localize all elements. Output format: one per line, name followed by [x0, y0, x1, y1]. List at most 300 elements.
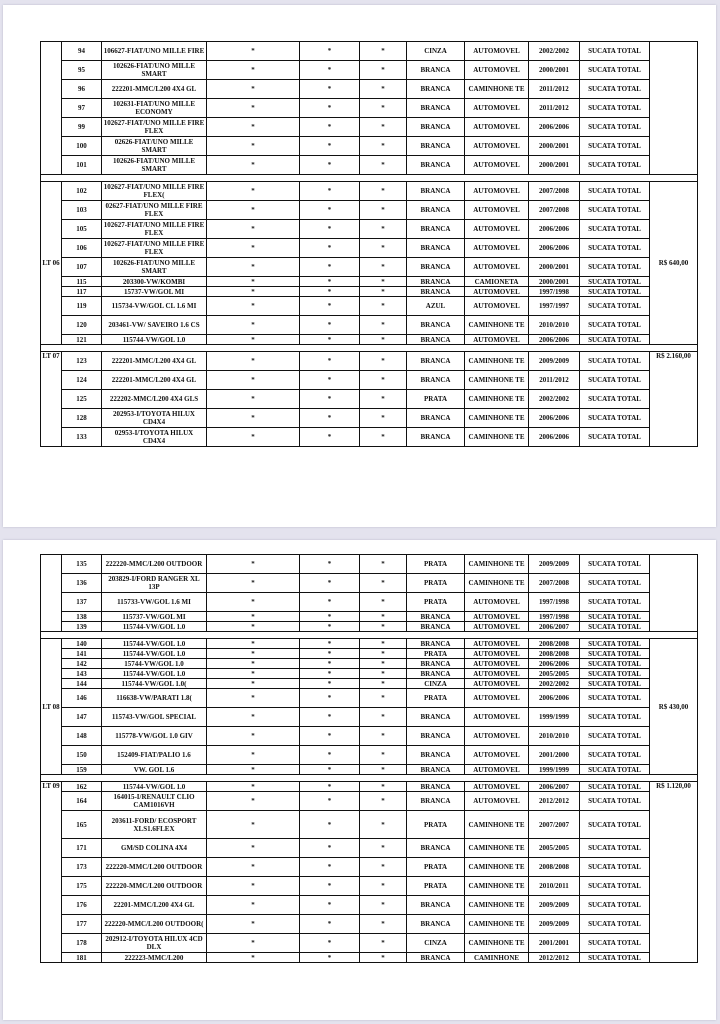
field-marker: *: [207, 708, 300, 727]
vehicle-description: VW. GOL 1.6: [102, 765, 207, 775]
field-marker: *: [360, 335, 407, 345]
vehicle-status: SUCATA TOTAL: [580, 679, 650, 689]
vehicle-color: BRANCA: [407, 156, 465, 175]
vehicle-color: PRATA: [407, 877, 465, 896]
row-number: 171: [62, 839, 102, 858]
vehicle-status: SUCATA TOTAL: [580, 428, 650, 447]
vehicle-description: 02953-I/TOYOTA HILUX CD4X4: [102, 428, 207, 447]
vehicle-year: 2005/2005: [529, 839, 580, 858]
field-marker: *: [300, 659, 360, 669]
vehicle-status: SUCATA TOTAL: [580, 99, 650, 118]
vehicle-status: SUCATA TOTAL: [580, 858, 650, 877]
vehicle-color: BRANCA: [407, 287, 465, 297]
field-marker: *: [207, 593, 300, 612]
vehicle-status: SUCATA TOTAL: [580, 727, 650, 746]
vehicle-color: BRANCA: [407, 708, 465, 727]
vehicle-status: SUCATA TOTAL: [580, 765, 650, 775]
row-number: 150: [62, 746, 102, 765]
vehicle-description: 115733-VW/GOL 1.6 MI: [102, 593, 207, 612]
document-page-2: [3, 540, 716, 1020]
row-number: 164: [62, 792, 102, 811]
field-marker: *: [207, 765, 300, 775]
field-marker: *: [207, 858, 300, 877]
vehicle-type: AUTOMOVEL: [465, 622, 529, 632]
vehicle-year: 1999/1999: [529, 708, 580, 727]
field-marker: *: [360, 277, 407, 287]
vehicle-type: CAMINHONE TE: [465, 80, 529, 99]
vehicle-description: 222220-MMC/L200 OUTDOOR: [102, 858, 207, 877]
vehicle-status: SUCATA TOTAL: [580, 896, 650, 915]
field-marker: *: [360, 182, 407, 201]
vehicle-status: SUCATA TOTAL: [580, 659, 650, 669]
row-number: 140: [62, 639, 102, 649]
vehicle-status: SUCATA TOTAL: [580, 80, 650, 99]
vehicle-status: SUCATA TOTAL: [580, 409, 650, 428]
vehicle-color: BRANCA: [407, 61, 465, 80]
vehicle-year: 2001/2001: [529, 934, 580, 953]
field-marker: *: [300, 277, 360, 287]
row-number: 99: [62, 118, 102, 137]
table-row: [41, 839, 698, 858]
vehicle-year: 2006/2006: [529, 220, 580, 239]
vehicle-status: SUCATA TOTAL: [580, 792, 650, 811]
lot-label: LT 08: [41, 639, 62, 775]
row-number: 97: [62, 99, 102, 118]
field-marker: *: [207, 277, 300, 287]
vehicle-status: SUCATA TOTAL: [580, 287, 650, 297]
field-marker: *: [360, 409, 407, 428]
vehicle-description: 203829-I/FORD RANGER XL 13P: [102, 574, 207, 593]
vehicle-type: AUTOMOVEL: [465, 156, 529, 175]
table-row: [41, 679, 698, 689]
field-marker: *: [360, 915, 407, 934]
vehicle-year: 2000/2001: [529, 61, 580, 80]
row-number: 117: [62, 287, 102, 297]
vehicle-color: BRANCA: [407, 639, 465, 649]
table-row: [41, 639, 698, 649]
vehicle-year: 2001/2000: [529, 746, 580, 765]
table-row: [41, 953, 698, 963]
vehicle-description: 115737-VW/GOL MI: [102, 612, 207, 622]
field-marker: *: [207, 297, 300, 316]
field-marker: *: [300, 858, 360, 877]
vehicle-status: SUCATA TOTAL: [580, 118, 650, 137]
vehicle-description: 102627-FIAT/UNO MILLE FIRE FLEX: [102, 118, 207, 137]
field-marker: *: [360, 782, 407, 792]
lot-value: [650, 555, 698, 632]
vehicle-description: 102626-FIAT/UNO MILLE SMART: [102, 258, 207, 277]
field-marker: *: [360, 61, 407, 80]
vehicle-year: 1997/1997: [529, 297, 580, 316]
field-marker: *: [207, 182, 300, 201]
vehicle-year: 2002/2002: [529, 42, 580, 61]
table-row: [41, 118, 698, 137]
field-marker: *: [300, 61, 360, 80]
field-marker: *: [360, 371, 407, 390]
row-number: 162: [62, 782, 102, 792]
vehicle-type: CAMINHONE: [465, 953, 529, 963]
vehicle-color: BRANCA: [407, 80, 465, 99]
vehicle-description: GM/SD COLINA 4X4: [102, 839, 207, 858]
field-marker: *: [207, 239, 300, 258]
field-marker: *: [360, 612, 407, 622]
vehicle-color: PRATA: [407, 689, 465, 708]
vehicle-description: 115744-VW/GOL 1.0: [102, 782, 207, 792]
vehicle-year: 2011/2012: [529, 99, 580, 118]
field-marker: *: [300, 593, 360, 612]
vehicle-type: AUTOMOVEL: [465, 765, 529, 775]
vehicle-color: BRANCA: [407, 258, 465, 277]
vehicle-description: 102627-FIAT/UNO MILLE FIRE FLEX: [102, 220, 207, 239]
vehicle-description: 222201-MMC/L200 4X4 GL: [102, 352, 207, 371]
vehicle-status: SUCATA TOTAL: [580, 42, 650, 61]
field-marker: *: [300, 99, 360, 118]
row-number: 165: [62, 811, 102, 839]
vehicle-status: SUCATA TOTAL: [580, 390, 650, 409]
vehicle-color: BRANCA: [407, 316, 465, 335]
vehicle-year: 2006/2006: [529, 659, 580, 669]
vehicle-year: 2006/2006: [529, 409, 580, 428]
table-row: [41, 390, 698, 409]
field-marker: *: [207, 61, 300, 80]
vehicle-description: 222201-MMC/L200 4X4 GL: [102, 80, 207, 99]
field-marker: *: [207, 555, 300, 574]
vehicle-color: BRANCA: [407, 839, 465, 858]
vehicle-status: SUCATA TOTAL: [580, 555, 650, 574]
vehicle-color: BRANCA: [407, 953, 465, 963]
row-number: 173: [62, 858, 102, 877]
vehicle-year: 2008/2008: [529, 649, 580, 659]
group-separator: [41, 632, 698, 639]
vehicle-description: 02626-FIAT/UNO MILLE SMART: [102, 137, 207, 156]
field-marker: *: [360, 858, 407, 877]
vehicle-type: AUTOMOVEL: [465, 792, 529, 811]
vehicle-color: BRANCA: [407, 239, 465, 258]
vehicle-status: SUCATA TOTAL: [580, 371, 650, 390]
vehicle-color: BRANCA: [407, 220, 465, 239]
vehicle-status: SUCATA TOTAL: [580, 156, 650, 175]
field-marker: *: [300, 574, 360, 593]
field-marker: *: [360, 555, 407, 574]
row-number: 177: [62, 915, 102, 934]
field-marker: *: [207, 746, 300, 765]
vehicle-color: BRANCA: [407, 659, 465, 669]
field-marker: *: [207, 659, 300, 669]
field-marker: *: [300, 915, 360, 934]
field-marker: *: [207, 574, 300, 593]
vehicle-year: 2008/2008: [529, 858, 580, 877]
field-marker: *: [300, 708, 360, 727]
vehicle-status: SUCATA TOTAL: [580, 258, 650, 277]
field-marker: *: [300, 746, 360, 765]
vehicle-year: 2006/2007: [529, 622, 580, 632]
field-marker: *: [300, 622, 360, 632]
vehicle-type: AUTOMOVEL: [465, 649, 529, 659]
vehicle-year: 2006/2006: [529, 428, 580, 447]
vehicle-status: SUCATA TOTAL: [580, 622, 650, 632]
row-number: 148: [62, 727, 102, 746]
table-row: [41, 659, 698, 669]
field-marker: *: [360, 708, 407, 727]
vehicle-type: AUTOMOVEL: [465, 335, 529, 345]
table-row: [41, 689, 698, 708]
row-number: 178: [62, 934, 102, 953]
vehicle-description: 222223-MMC/L200: [102, 953, 207, 963]
field-marker: *: [300, 639, 360, 649]
table-row: [41, 727, 698, 746]
vehicle-type: CAMINHONE TE: [465, 371, 529, 390]
vehicle-year: 2007/2007: [529, 811, 580, 839]
field-marker: *: [207, 622, 300, 632]
separator-cell: [41, 175, 698, 182]
field-marker: *: [360, 201, 407, 220]
vehicle-type: CAMIONETA: [465, 277, 529, 287]
vehicle-description: 102626-FIAT/UNO MILLE SMART: [102, 156, 207, 175]
vehicle-status: SUCATA TOTAL: [580, 953, 650, 963]
vehicle-status: SUCATA TOTAL: [580, 689, 650, 708]
vehicle-year: 2007/2008: [529, 574, 580, 593]
vehicle-color: BRANCA: [407, 277, 465, 287]
vehicle-description: 22201-MMC/L200 4X4 GL: [102, 896, 207, 915]
vehicle-type: AUTOMOVEL: [465, 201, 529, 220]
vehicle-type: AUTOMOVEL: [465, 659, 529, 669]
field-marker: *: [300, 137, 360, 156]
row-number: 128: [62, 409, 102, 428]
row-number: 96: [62, 80, 102, 99]
vehicle-type: AUTOMOVEL: [465, 137, 529, 156]
row-number: 142: [62, 659, 102, 669]
vehicle-description: 203611-FORD/ ECOSPORT XLS1.6FLEX: [102, 811, 207, 839]
field-marker: *: [207, 811, 300, 839]
table-row: [41, 258, 698, 277]
row-number: 106: [62, 239, 102, 258]
vehicle-color: BRANCA: [407, 371, 465, 390]
vehicle-year: 1999/1999: [529, 765, 580, 775]
lot-value: R$ 1.120,00: [650, 782, 698, 963]
vehicle-status: SUCATA TOTAL: [580, 811, 650, 839]
table-row: [41, 612, 698, 622]
field-marker: *: [207, 727, 300, 746]
field-marker: *: [360, 258, 407, 277]
field-marker: *: [300, 201, 360, 220]
vehicle-type: CAMINHONE TE: [465, 915, 529, 934]
table-row: [41, 782, 698, 792]
lot-label: LT 09: [41, 782, 62, 963]
vehicle-year: 2010/2011: [529, 877, 580, 896]
field-marker: *: [300, 409, 360, 428]
field-marker: *: [207, 409, 300, 428]
field-marker: *: [207, 839, 300, 858]
table-row: [41, 746, 698, 765]
row-number: 123: [62, 352, 102, 371]
row-number: 95: [62, 61, 102, 80]
vehicle-year: 2010/2010: [529, 727, 580, 746]
vehicle-type: CAMINHONE TE: [465, 390, 529, 409]
field-marker: *: [360, 689, 407, 708]
vehicle-color: PRATA: [407, 390, 465, 409]
vehicle-table: [40, 41, 698, 447]
vehicle-type: CAMINHONE TE: [465, 896, 529, 915]
lot-label: LT 07: [41, 352, 62, 447]
vehicle-color: CINZA: [407, 679, 465, 689]
vehicle-type: CAMINHONE TE: [465, 858, 529, 877]
vehicle-description: 102627-FIAT/UNO MILLE FIRE FLEX(: [102, 182, 207, 201]
vehicle-description: 115744-VW/GOL 1.0: [102, 649, 207, 659]
table-row: [41, 42, 698, 61]
vehicle-description: 115744-VW/GOL 1.0: [102, 669, 207, 679]
vehicle-color: BRANCA: [407, 182, 465, 201]
vehicle-type: AUTOMOVEL: [465, 182, 529, 201]
table-row: [41, 277, 698, 287]
vehicle-type: AUTOMOVEL: [465, 287, 529, 297]
vehicle-year: 2012/2012: [529, 792, 580, 811]
field-marker: *: [360, 428, 407, 447]
table-row: [41, 156, 698, 175]
vehicle-color: BRANCA: [407, 137, 465, 156]
vehicle-type: AUTOMOVEL: [465, 727, 529, 746]
field-marker: *: [207, 335, 300, 345]
field-marker: *: [207, 877, 300, 896]
vehicle-color: CINZA: [407, 42, 465, 61]
vehicle-type: CAMINHONE TE: [465, 839, 529, 858]
vehicle-description: 116638-VW/PARATI 1.8(: [102, 689, 207, 708]
row-number: 176: [62, 896, 102, 915]
table-row: [41, 220, 698, 239]
vehicle-type: CAMINHONE TE: [465, 316, 529, 335]
vehicle-year: 2000/2001: [529, 258, 580, 277]
vehicle-status: SUCATA TOTAL: [580, 277, 650, 287]
group-separator: [41, 175, 698, 182]
vehicle-color: BRANCA: [407, 896, 465, 915]
table-row: [41, 915, 698, 934]
row-number: 175: [62, 877, 102, 896]
field-marker: *: [300, 727, 360, 746]
field-marker: *: [207, 201, 300, 220]
table-row: [41, 99, 698, 118]
table-row: [41, 352, 698, 371]
field-marker: *: [207, 137, 300, 156]
field-marker: *: [300, 555, 360, 574]
vehicle-type: AUTOMOVEL: [465, 689, 529, 708]
field-marker: *: [300, 316, 360, 335]
vehicle-status: SUCATA TOTAL: [580, 316, 650, 335]
vehicle-color: PRATA: [407, 811, 465, 839]
vehicle-description: 164015-I/RENAULT CLIO CAM1016VH: [102, 792, 207, 811]
vehicle-status: SUCATA TOTAL: [580, 182, 650, 201]
vehicle-type: AUTOMOVEL: [465, 258, 529, 277]
vehicle-color: BRANCA: [407, 428, 465, 447]
field-marker: *: [360, 839, 407, 858]
vehicle-table: [40, 554, 698, 963]
vehicle-type: CAMINHONE TE: [465, 877, 529, 896]
row-number: 141: [62, 649, 102, 659]
vehicle-color: BRANCA: [407, 782, 465, 792]
table-row: [41, 137, 698, 156]
vehicle-type: AUTOMOVEL: [465, 782, 529, 792]
vehicle-description: 222220-MMC/L200 OUTDOOR: [102, 877, 207, 896]
table-row: [41, 80, 698, 99]
lot-value: R$ 2.160,00: [650, 352, 698, 447]
vehicle-description: 152409-FIAT/PALIO 1.6: [102, 746, 207, 765]
vehicle-color: BRANCA: [407, 669, 465, 679]
field-marker: *: [360, 622, 407, 632]
field-marker: *: [360, 137, 407, 156]
field-marker: *: [300, 877, 360, 896]
vehicle-color: BRANCA: [407, 765, 465, 775]
field-marker: *: [300, 669, 360, 679]
vehicle-description: 222201-MMC/L200 4X4 GL: [102, 371, 207, 390]
vehicle-year: 2011/2012: [529, 80, 580, 99]
vehicle-description: 222220-MMC/L200 OUTDOOR: [102, 555, 207, 574]
vehicle-status: SUCATA TOTAL: [580, 915, 650, 934]
vehicle-type: AUTOMOVEL: [465, 612, 529, 622]
field-marker: *: [360, 574, 407, 593]
field-marker: *: [207, 352, 300, 371]
field-marker: *: [300, 220, 360, 239]
separator-cell: [41, 345, 698, 352]
field-marker: *: [207, 915, 300, 934]
lot-value: R$ 640,00: [650, 182, 698, 345]
field-marker: *: [207, 80, 300, 99]
vehicle-description: 106627-FIAT/UNO MILLE FIRE: [102, 42, 207, 61]
field-marker: *: [300, 649, 360, 659]
vehicle-status: SUCATA TOTAL: [580, 649, 650, 659]
vehicle-color: AZUL: [407, 297, 465, 316]
vehicle-year: 2010/2010: [529, 316, 580, 335]
vehicle-status: SUCATA TOTAL: [580, 593, 650, 612]
row-number: 146: [62, 689, 102, 708]
vehicle-color: PRATA: [407, 555, 465, 574]
vehicle-year: 2009/2009: [529, 915, 580, 934]
vehicle-description: 115744-VW/GOL 1.0: [102, 639, 207, 649]
vehicle-status: SUCATA TOTAL: [580, 708, 650, 727]
field-marker: *: [360, 287, 407, 297]
field-marker: *: [300, 297, 360, 316]
vehicle-color: BRANCA: [407, 792, 465, 811]
table-row: [41, 239, 698, 258]
vehicle-year: 2005/2005: [529, 669, 580, 679]
table-row: [41, 409, 698, 428]
vehicle-color: BRANCA: [407, 335, 465, 345]
table-row: [41, 316, 698, 335]
row-number: 115: [62, 277, 102, 287]
group-separator: [41, 345, 698, 352]
row-number: 159: [62, 765, 102, 775]
table-row: [41, 622, 698, 632]
field-marker: *: [300, 839, 360, 858]
table-row: [41, 877, 698, 896]
table-row: [41, 708, 698, 727]
vehicle-type: AUTOMOVEL: [465, 708, 529, 727]
field-marker: *: [360, 765, 407, 775]
vehicle-year: 1997/1998: [529, 612, 580, 622]
vehicle-color: BRANCA: [407, 746, 465, 765]
document-page-1: [3, 5, 716, 527]
table-row: [41, 371, 698, 390]
vehicle-color: BRANCA: [407, 612, 465, 622]
vehicle-type: AUTOMOVEL: [465, 61, 529, 80]
field-marker: *: [360, 99, 407, 118]
vehicle-description: 02627-FIAT/UNO MILLE FIRE FLEX: [102, 201, 207, 220]
vehicle-year: 2002/2002: [529, 679, 580, 689]
vehicle-color: BRANCA: [407, 915, 465, 934]
field-marker: *: [300, 934, 360, 953]
row-number: 124: [62, 371, 102, 390]
vehicle-type: AUTOMOVEL: [465, 669, 529, 679]
vehicle-type: AUTOMOVEL: [465, 639, 529, 649]
field-marker: *: [207, 316, 300, 335]
vehicle-type: CAMINHONE TE: [465, 428, 529, 447]
